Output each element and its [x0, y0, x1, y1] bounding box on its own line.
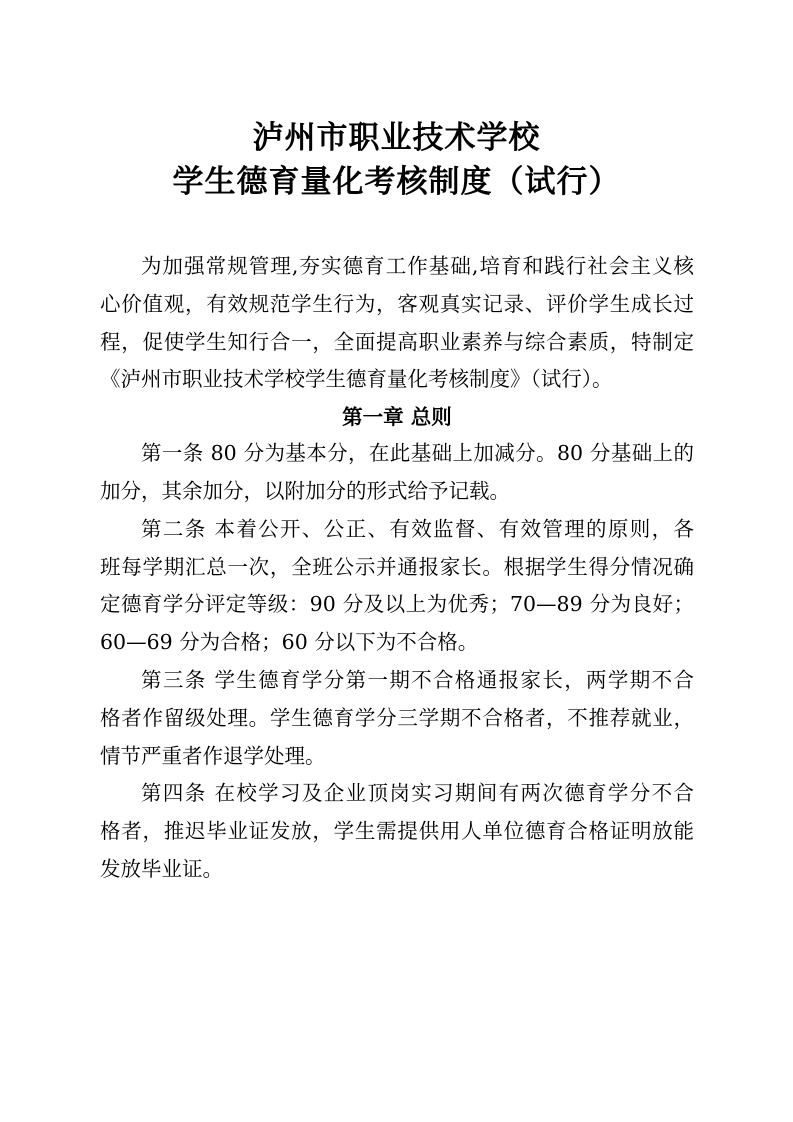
article-line: 发放毕业证。	[100, 856, 223, 881]
preamble-line: 心价值观，有效规范学生行为，客观真实记录、评价学生成长过	[100, 291, 694, 316]
article-line: 班每学期汇总一次，全班公示并通报家长。根据学生得分情况确	[100, 554, 694, 579]
article-line: 第四条 在校学习及企业顶岗实习期间有两次德育学分不合	[141, 781, 694, 806]
document-title-line1: 泸州市职业技术学校	[252, 120, 541, 156]
document-title-line2: 学生德育量化考核制度（试行）	[172, 164, 621, 200]
document-body	[100, 248, 694, 889]
preamble-line: 《泸州市职业技术学校学生德育量化考核制度》（试行）。	[100, 367, 613, 392]
article-4	[100, 775, 694, 888]
article-line: 格者，推迟毕业证发放，学生需提供用人单位德育合格证明放能	[100, 819, 694, 844]
article-line: 60—69 分为合格；60 分以下为不合格。	[100, 630, 479, 655]
article-line: 加分，其余加分，以附加分的形式给予记载。	[100, 478, 510, 503]
preamble-paragraph	[100, 248, 694, 399]
article-line: 第二条 本着公开、公正、有效监督、有效管理的原则，各	[141, 516, 694, 541]
article-line: 格者作留级处理。学生德育学分三学期不合格者，不推荐就业，	[100, 705, 694, 730]
article-line: 情节严重者作退学处理。	[100, 743, 326, 768]
article-1	[100, 435, 694, 511]
chapter-heading: 第一章 总则	[342, 405, 452, 430]
article-3	[100, 662, 694, 775]
article-2	[100, 511, 694, 662]
preamble-line: 程，促使学生知行合一，全面提高职业素养与综合素质，特制定	[100, 329, 694, 354]
article-line: 第三条 学生德育学分第一期不合格通报家长，两学期不合	[141, 667, 694, 692]
article-line: 定德育学分评定等级：90 分及以上为优秀；70—89 分为良好；	[100, 592, 694, 617]
preamble-line: 为加强常规管理,夯实德育工作基础,培育和践行社会主义核	[141, 254, 694, 278]
article-line: 第一条 80 分为基本分，在此基础上加减分。80 分基础上的	[141, 441, 694, 466]
